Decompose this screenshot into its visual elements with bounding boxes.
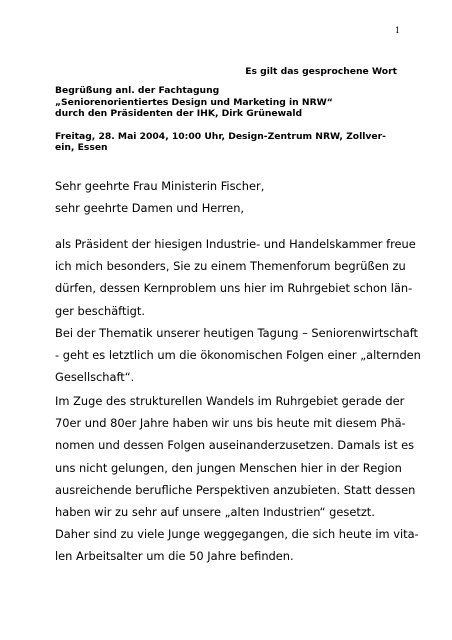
salutation [55,175,400,219]
page-number: 1 [394,26,400,35]
paragraph-line: ich mich besonders, Sie zu einem Themenforum begrüßen zu [55,259,406,274]
paragraph-line: - geht es letztlich um die ökonomischen Folgen einer „alternden [55,348,421,363]
paragraph-line: ger beschäftigt. [55,303,145,318]
paragraph-1 [55,233,421,388]
paragraph-line: Daher sind zu viele Junge weggegangen, die sich heute im vita- [55,527,419,542]
paragraph-line: len Arbeitsalter um die 50 Jahre befinden. [55,549,294,564]
paragraph-line: uns nicht gelungen, den jungen Menschen hier in der Region [55,460,402,475]
date-location-line: Freitag, 28. Mai 2004, 10:00 Uhr, Design-Zentrum NRW, Zollver- [55,130,386,142]
header-line: „Seniorenorientiertes Design und Marketing in NRW“ [55,96,333,108]
document-header [55,85,400,154]
header-line: Begrüßung anl. der Fachtagung [55,85,220,96]
date-location-line: ein, Essen [55,142,108,153]
paragraph-line: nomen und dessen Folgen auseinanderzusetzen. Damals ist es [55,438,415,453]
salutation-line: sehr geehrte Damen und Herren, [55,201,245,216]
paragraph-line: Bei der Thematik unserer heutigen Tagung – Seniorenwirtschaft [55,325,418,340]
paragraph-line: dürfen, dessen Kernproblem uns hier im Ruhrgebiet schon län- [55,281,413,296]
paragraph-line: 70er und 80er Jahre haben wir uns bis heute mit diesem Phä- [55,416,406,431]
paragraph-line: als Präsident der hiesigen Industrie- und Handelskammer freue [55,237,416,251]
paragraph-line: ausreichende berufliche Perspektiven anzubieten. Statt dessen [55,482,416,497]
paragraph-line: Im Zuge des strukturellen Wandels im Ruhrgebiet gerade der [55,394,405,408]
paragraph-line: haben wir zu sehr auf unsere „alten Industrien“ gesetzt. [55,505,375,520]
paragraph-line: Gesellschaft“. [55,370,135,385]
speech-notice: Es gilt das gesprochene Wort [245,66,397,77]
header-line: durch den Präsidenten der IHK, Dirk Grünewald [55,108,303,119]
paragraph-2 [55,390,419,568]
salutation-line: Sehr geehrte Frau Ministerin Fischer, [55,179,265,193]
